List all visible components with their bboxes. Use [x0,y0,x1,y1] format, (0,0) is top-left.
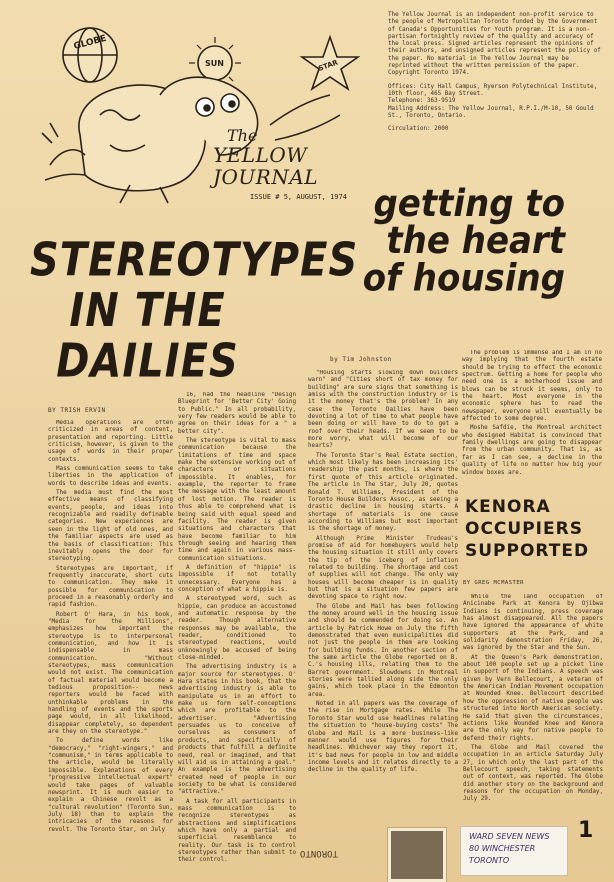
stereotypes-column-1 [48,420,173,880]
paragraph: Although Prime Minister Trudeau's promise of aid for homebuyers would help the housing situation it still only covers the tip of the iceberg of inflation related to building. The shortage and cost of supplies will not change. The only way houses will become cheaper is in quality but that is a situation few papers are devoting space to right now. [308,535,458,601]
housing-byline: by Tim Johnston [330,356,392,363]
stereotypes-byline: BY TRISH ERVIN [48,407,106,414]
paragraph: A task for all participants in mass communication is to recognize stereotypes as abstractions and simplifications which have only a partial and superficial resemblance to reality. Our task is to control stereotypes rather than submit to their control. [178,798,296,864]
stereotypes-headline-line-2: IN THE [69,284,226,338]
sun-label: SUN [205,59,224,68]
kenora-headline: KENORA OCCUPIERS SUPPORTED [465,497,590,561]
paragraph: A stereotyped word, such as hippie, can produce an accustomed and automatic response by the reader. Though alternative responses may be available, the reader, conditioned to stereotyped reactions, would unknowingly be accused of being close-minded. [178,596,296,662]
paragraph: 16, had the headline "Design Blueprint for 'Better City' Going to Public." In all probability, very few readers would be able to agree on their ideas for a " a better city". [178,392,296,435]
paragraph: Moshe Safdie, the Montreal architect who designed Habitat is convinced that family dwellings are going to disappear from the urban community. That is, as far as I can see, a decline in the quality of life no matter how big your window boxes are. [462,425,602,476]
globe-label: GLOBE [72,33,108,53]
mailing-label-line-1: WARD SEVEN NEWS [469,832,550,841]
postmark: TORONTO [300,848,338,858]
masthead-the: The [227,126,258,145]
stereotypes-headline-line-1: STEREOTYPES [30,233,359,287]
kenora-column [463,594,603,818]
masthead-title [213,128,343,188]
paragraph: The advertising industry is a major source for stereotypes. O' Hara states in his book, that the advertising industry is able to manipulate us in an effort to make us form self-conceptions which are profitable to the advertiser. "Advertising persuades us to conceive of ourselves as consumers of products, and specifically of products that fulfill a definite need, real or imagined, and that will aid us in attaining a goal." An example is the advertising created need of people in our society to be what is considered "attractive." [178,664,296,796]
paragraph: The media must find the most effective means of classifying events, people, and ideas into recognizable and readily definable categories. New experiences are seen in the light of old ones, and the familiar aspects are used as the basis of classification: This inevitably opens the door for stereotyping. [48,490,173,563]
paragraph: Mass communication seems to take liberties in the application of words to describe ideas and events. [48,466,173,487]
paragraph: To define words like "democracy," "right-wingers," and "communism," in terms applicable to the article, would be literally impossible. Explanations of every "progressive intellectual expert" would take pages of valuable newsprint. It is much easier to explain a Chinese revolt as a "cultural revolution" (Toronto Sun, July 18) than to explain the intricacies of the reasons for revolt. The Toronto Star, on July [48,738,173,833]
mailing-label-line-2: 80 WINCHESTER [469,844,536,853]
housing-headline [305,181,565,301]
info-telephone: Telephone: 363-9519 [388,98,456,105]
stereotypes-headline [30,233,359,388]
mailing-label [460,826,568,876]
mailing-label-line-3: TORONTO [469,856,510,865]
paragraph: The stereotype is vital to mass communication because the limitations of time and space make the extensive working out of characters or situations impossible. It enables, for example, the reporter to frame the message with the least amount of lost motion. The reader is thus able to comprehend what is being said with equal speed and facility. The reader is given situations and characters that have become familiar to him through seeing and hearing them time and again in various mass-communication situations. [178,438,296,562]
paragraph: "Housing starts slowing down builders warn" and "Cities short of tax money for building" are sure signs that something is amiss with the construction industry or is it the money that's the problem? In any case the Toronto Dailies have been devoting a lot of time to what people have been doing or will have to do to get a roof over their heads. If we seem to be more worry, what will become of our hearts? [308,370,458,450]
housing-headline-line-2: the heart [386,219,565,264]
paragraph: At the Queen's Park demonstration, about 100 people set up a picket line in support of the Indians. A speech was given by Vern Bellecourt, a veteran of the American Indian Movement occupation at Wounded Knee. Bellecourt described how the oppression of native people was structured into North American society. He said that given the circumstances, actions like Wounded Knee and Kenora are the only way for native people to defend their rights. [463,654,603,742]
paragraph: The Globe and Mail covered the occupation in an article Saturday July 27, in which only the last part of the Bellecourt speech, taking statements out of context, was reported. The Globe did another story on the background and reasons for the occupation on Monday, July 29. [463,744,603,803]
info-mailing: Mailing Address: The Yellow Journal, R.P.I./M-10, 50 Gould St., Toronto, Ontario. [388,105,594,119]
postage-stamp [388,828,446,882]
info-about: The Yellow Journal is an independent non-profit service to the people of Metropolitan Toronto funded by the Government of Canada's Opportunities for Youth program. It is a non-partisan fortnightly review of the quality and accuracy of the local press. Signed articles represent the opinions of their authors, and unsigned articles represent the policy of the paper. No material in The Yellow Journal may be reprinted without the written permission of the paper. Copyright Toronto 1974. [388,12,601,77]
paragraph: The problem is immense and I am in no way implying that the fourth estate should be trying to effect the economic spectrum. Getting a home for people who need one is a motherhood issue and blows can be struck it seems, only to the heart. Most everyone in the economic sphere has to read the newspaper, everyone will eventually be affected to some degree. [462,350,602,423]
paragraph: Robert O' Hara, in his book, "Media for the Millions", emphasizes how important the stereotype is to interpersonal communication, and how it is indispensable in mass communication. "Without stereotypes, mass communication would not exist. The communication of factual material would become a tedious proposition-- news reporters would be faced with unthinkable problems in the handling of events and the sports page would, in all likelihood, disappear completely, so dependent are they on the stereotype." [48,611,173,736]
info-offices: Offices: City Hall Campus, Ryerson Polytechnical Institute, 10th floor, 465 Bay Street. [388,83,598,97]
paragraph: Stereotypes are important, if frequently inaccurate, short cuts to communication. They make it possible for communication to proceed in a reasonably orderly and rapid fashion. [48,565,173,609]
housing-headline-line-3: of housing [362,256,565,301]
stereotypes-column-2 [178,392,296,880]
page-number: 1 [578,818,594,843]
housing-column-2 [462,350,602,490]
paragraph: The Globe and Mail has been following the money around well in the housing issue and should be commended for doing so. An article by Patrick Howe on July the fifth demonstrated that even municipalities did not just the people in them are looking for building funds. In another section of the same article the Globe reported on B. C.'s housing ills, relating them to the Barret government. Slowdowns in Montreal stories were tallied along side the only gains, which took place in the Edmonton area. [308,603,458,698]
kenora-byline: BY GREG MCMASTER [463,580,524,586]
paragraph: A definition of "hippie" is impossible if not totally unnecessary. Everyone has a conception of what a hippie is. [178,564,296,593]
paragraph: Media operations are often criticized in areas of content, presentation and reporting. Little criticism, however, is given to the usage of words in their proper contexts. [48,420,173,463]
paragraph: The Toronto Star's Real Estate section, which most likely has been increasing its' readership the past months, is where the first quote of this article originated. The article in The Star, July 20, quotes Ronald T. Williams, President of the Toronto House Builders Assoc., as seeing a drastic decline in housing starts. A shortage of materials is one cause according to Williams but most important is the shortage of money. [308,452,458,533]
paragraph: While the land occupation of Anicinabe Park at Kenora by Ojibwa Indians is continuing, press coverage has almost disappeared. All the papers have ignored the appearance of white supporters at the Park, and a solidarity demonstration Friday, 26, was ignored by the Star and the Sun. [463,594,603,652]
publication-info [388,12,602,139]
paragraph: Noted in all papers was the coverage of the rise in Mortgage rates. While The Toronto Star would use headlines relating the situation to "house-buying costs" The Globe and Mail is a more business-like manner would use figures for their headlines. Whichever way they report it, it's bad news for people in low and middle income levels and it relates directly to a decline in the quality of life. [308,701,458,774]
issue-line: ISSUE # 5, AUGUST, 1974 [250,193,347,201]
stereotypes-headline-line-3: DAILIES [56,335,239,388]
housing-headline-line-1: getting to [373,181,565,226]
info-circulation: Circulation: 2000 [388,126,449,133]
housing-column-1 [308,370,458,880]
star-label: STAR [317,58,339,73]
masthead-name: YELLOW JOURNAL [213,143,319,189]
